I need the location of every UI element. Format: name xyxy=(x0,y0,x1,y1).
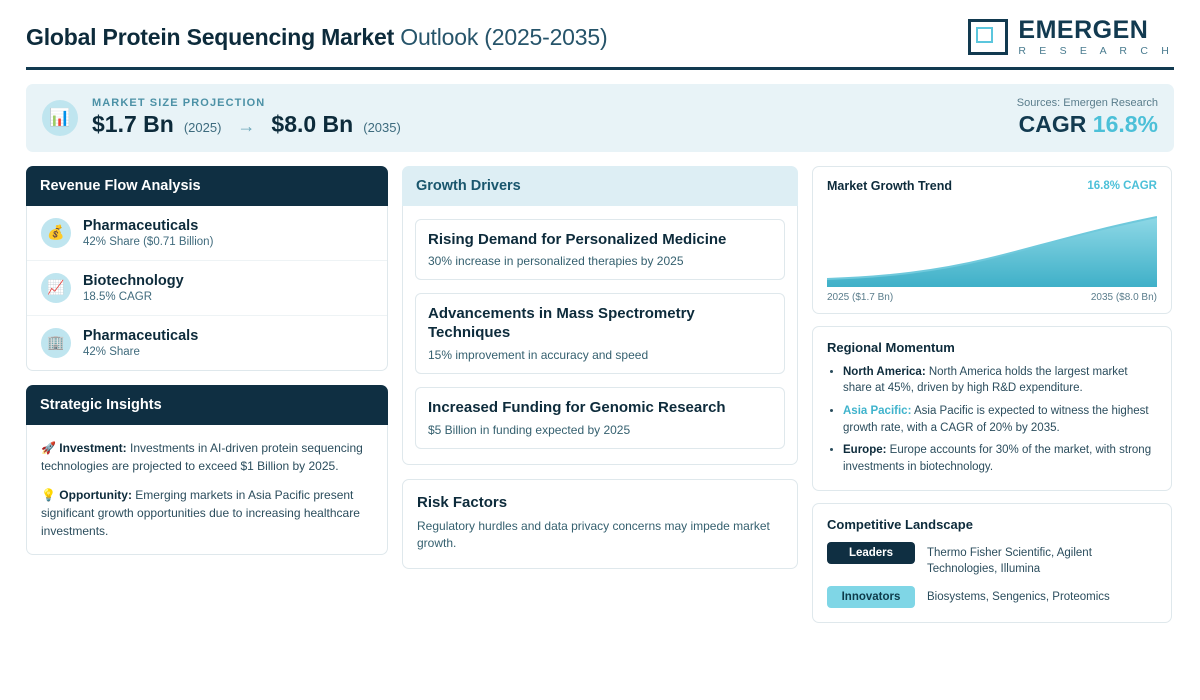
header-divider xyxy=(26,67,1174,70)
market-size-banner xyxy=(26,84,1174,152)
list-item xyxy=(843,442,1157,475)
strategic-insights-heading: Strategic Insights xyxy=(26,385,388,425)
square-logo-icon xyxy=(968,19,1008,55)
cagr-number: 16.8% xyxy=(1092,111,1158,137)
market-trend-cagr: 16.8% CAGR xyxy=(1087,179,1157,192)
column-right xyxy=(812,166,1172,623)
market-year-2025: (2025) xyxy=(183,120,222,135)
flow-title: Biotechnology xyxy=(83,272,184,289)
risk-factors-heading: Risk Factors xyxy=(417,493,508,511)
competitive-landscape-title: Competitive Landscape xyxy=(827,516,973,532)
page-title xyxy=(26,24,607,51)
cagr-label: CAGR xyxy=(1018,111,1093,137)
page-title-sub: Outlook (2025-2035) xyxy=(394,23,608,50)
competitive-landscape-panel xyxy=(812,503,1172,623)
cagr-value xyxy=(1017,111,1158,138)
money-bag-icon: 💰 xyxy=(41,218,71,248)
growth-drivers-body xyxy=(402,206,798,465)
axis-end-label: 2035 ($8.0 Bn) xyxy=(1090,291,1157,303)
growth-drivers-heading: Growth Drivers xyxy=(402,166,798,206)
list-item xyxy=(415,219,785,281)
list-item xyxy=(415,387,785,449)
list-item xyxy=(27,206,387,261)
market-trend-panel xyxy=(812,166,1172,314)
innovators-companies: Biosystems, Sengenics, Proteomics xyxy=(927,590,1110,603)
status-badge-leaders: Leaders xyxy=(827,542,915,564)
market-trend-axis xyxy=(827,292,1157,303)
brand-name: EMERGEN xyxy=(1018,16,1149,44)
driver-title: Advancements in Mass Spectrometry Techniques xyxy=(428,305,695,341)
region-label: Asia Pacific: xyxy=(843,404,912,417)
sources-label: Sources: Emergen Research xyxy=(1016,97,1158,109)
flow-sub: 42% Share ($0.71 Billion) xyxy=(83,235,214,248)
axis-start-label: 2025 ($1.7 Bn) xyxy=(827,291,894,303)
rocket-icon: 🚀 xyxy=(41,440,56,455)
list-item xyxy=(843,403,1157,436)
flow-text xyxy=(83,328,198,358)
region-text: Europe accounts for 30% of the market, with strong investments in biotechnology. xyxy=(843,444,1152,473)
regional-momentum-title: Regional Momentum xyxy=(827,339,955,355)
market-trend-title: Market Growth Trend xyxy=(827,178,953,193)
insight-label: Opportunity: xyxy=(59,487,132,502)
market-value-2035: $8.0 Bn xyxy=(271,111,354,137)
risk-factors-panel xyxy=(402,479,798,570)
status-badge-innovators: Innovators xyxy=(827,586,915,608)
region-label: North America: xyxy=(843,365,926,378)
region-text: North America holds the largest market share at 45%, driven by high R&D expenditure. xyxy=(843,365,1128,395)
list-item xyxy=(827,542,1157,577)
strategic-insights-body xyxy=(26,425,388,555)
building-icon: 🏢 xyxy=(41,328,71,358)
market-value-2025: $1.7 Bn xyxy=(92,111,174,137)
flow-sub: 42% Share xyxy=(83,345,140,358)
revenue-flow-heading: Revenue Flow Analysis xyxy=(26,166,388,206)
flow-title: Pharmaceuticals xyxy=(83,217,199,234)
insight-text: Emerging markets in Asia Pacific present significant growth opportunities due to increasing healthcare investments. xyxy=(41,487,360,538)
insight-item xyxy=(41,439,373,475)
list-item xyxy=(27,316,387,370)
column-middle xyxy=(402,166,798,570)
list-item xyxy=(415,293,785,374)
market-growth-area-chart xyxy=(827,205,1157,287)
market-trend-header xyxy=(827,179,1157,193)
chart-bar-icon: 📊 xyxy=(42,100,78,136)
content-columns xyxy=(26,166,1174,623)
regional-momentum-list xyxy=(827,364,1157,476)
region-text: Asia Pacific is expected to witness the highest growth rate, with a CAGR of 20% by 2035. xyxy=(843,404,1149,434)
flow-text xyxy=(83,218,213,248)
revenue-flow-panel xyxy=(26,166,388,371)
driver-title: Increased Funding for Genomic Research xyxy=(428,398,726,416)
driver-title: Rising Demand for Personalized Medicine xyxy=(428,230,727,248)
line-chart-icon: 📈 xyxy=(41,273,71,303)
lightbulb-icon: 💡 xyxy=(41,487,56,502)
list-item xyxy=(843,364,1157,397)
leaders-companies: Thermo Fisher Scientific, Agilent Technologies, Illumina xyxy=(927,546,1092,575)
risk-factors-desc: Regulatory hurdles and data privacy concerns may impede market growth. xyxy=(417,518,770,550)
growth-drivers-panel xyxy=(402,166,798,465)
insight-item xyxy=(41,486,373,540)
banner-text-block xyxy=(92,97,401,138)
brand-tagline: R E S E A R C H xyxy=(1018,45,1174,57)
area-chart-svg xyxy=(827,205,1157,287)
driver-desc: $5 Billion in funding expected by 2025 xyxy=(428,422,631,437)
banner-cagr-block xyxy=(1017,97,1158,138)
flow-title: Pharmaceuticals xyxy=(83,327,199,344)
strategic-insights-panel xyxy=(26,385,388,555)
page-header xyxy=(24,0,1176,67)
flow-sub: 18.5% CAGR xyxy=(83,290,153,303)
driver-desc: 30% increase in personalized therapies by 2025 xyxy=(428,254,684,269)
driver-desc: 15% improvement in accuracy and speed xyxy=(428,347,649,362)
banner-values xyxy=(92,111,401,138)
insight-text: Investments in AI-driven protein sequencing technologies are projected to exceed $1 Billion by 2025. xyxy=(41,440,363,473)
arrow-icon: → xyxy=(237,116,256,136)
banner-label: MARKET SIZE PROJECTION xyxy=(92,97,266,109)
growth-drivers-list xyxy=(403,206,797,464)
insight-label: Investment: xyxy=(59,440,127,455)
list-item xyxy=(827,586,1157,608)
page-title-main: Global Protein Sequencing Market xyxy=(26,23,395,50)
brand-logo-text xyxy=(1018,18,1174,57)
regional-momentum-panel xyxy=(812,326,1172,491)
region-label: Europe: xyxy=(843,444,887,457)
column-left xyxy=(26,166,388,555)
brand-logo xyxy=(968,18,1174,57)
list-item xyxy=(27,261,387,316)
revenue-flow-body xyxy=(26,206,388,371)
market-year-2035: (2035) xyxy=(363,120,401,135)
flow-text xyxy=(83,273,184,303)
